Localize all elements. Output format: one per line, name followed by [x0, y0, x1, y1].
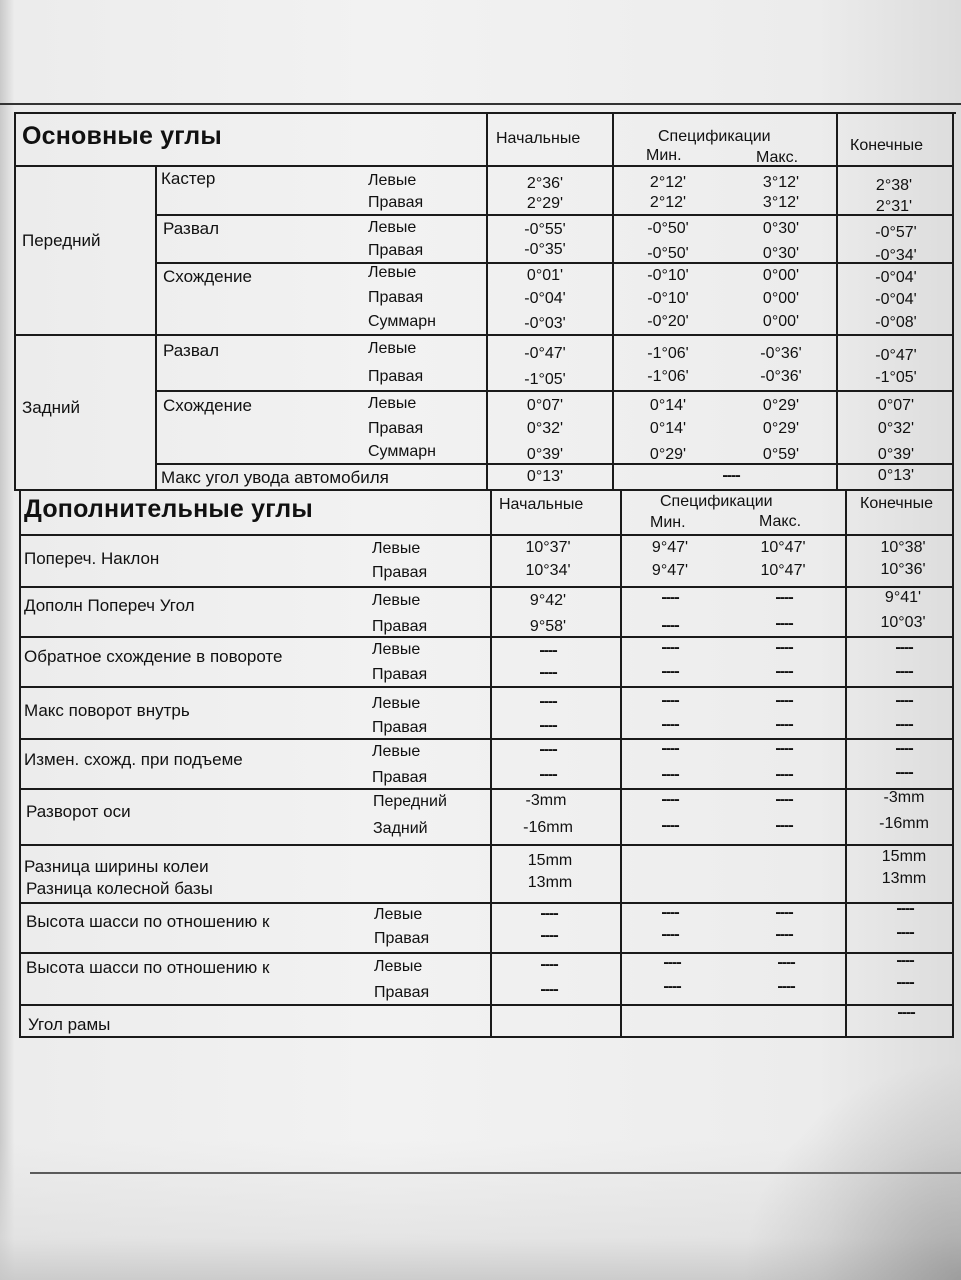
value-initial: 0°13'	[526, 468, 564, 485]
side-left: Левые	[372, 743, 421, 760]
value-min: -1°06'	[647, 368, 689, 385]
value-min: -0°50'	[647, 220, 689, 237]
value-max: 0°00'	[762, 290, 800, 307]
paper-corner-shadow	[741, 1060, 961, 1280]
param-toe-rear: Схождение	[163, 396, 252, 415]
value-max: 0°00'	[762, 313, 800, 330]
value-min: 0°29'	[649, 446, 687, 463]
param-toe-lift: Измен. схожд. при подъеме	[24, 750, 243, 769]
side-left: Левые	[372, 641, 421, 658]
header-min: Мин.	[646, 147, 682, 164]
value-dash: ----	[661, 589, 679, 606]
value-final: -0°34'	[875, 247, 917, 264]
value-max: 3°12'	[762, 194, 800, 211]
col-sep-3	[845, 489, 847, 1038]
col-sep-2	[612, 112, 614, 490]
row-rule	[19, 586, 954, 588]
value-dash: ----	[775, 791, 793, 808]
header-initial: Начальные	[499, 496, 584, 513]
side-left: Левые	[368, 172, 417, 189]
col-sep-3	[836, 112, 838, 490]
header-spec: Спецификации	[658, 128, 771, 145]
value-dash: ----	[540, 981, 558, 998]
table-border-left-extra	[19, 490, 21, 1038]
page-top-rule	[0, 103, 961, 105]
row-rule	[19, 686, 954, 688]
value-dash: ----	[775, 589, 793, 606]
param-ride-height-1: Высота шасси по отношению к	[26, 912, 270, 931]
value-max: 0°29'	[762, 420, 800, 437]
side-rear: Задний	[373, 820, 428, 837]
value-max: 0°30'	[762, 220, 800, 237]
side-left: Левые	[374, 906, 423, 923]
header-spec: Спецификации	[660, 493, 773, 510]
side-left: Левые	[368, 340, 417, 357]
param-caster: Кастер	[161, 169, 216, 188]
value-dash: ----	[661, 766, 679, 783]
value-max: 0°30'	[762, 245, 800, 262]
value-final: 10°03'	[880, 614, 926, 631]
value-dash: ----	[540, 927, 558, 944]
value-initial: 0°39'	[526, 446, 564, 463]
param-toe-front: Схождение	[163, 267, 252, 286]
header-max: Макс.	[759, 513, 802, 530]
side-right: Правая	[372, 769, 428, 786]
value-initial: -0°47'	[524, 345, 566, 362]
section-title-main: Основные углы	[22, 122, 222, 150]
section-title-extra: Дополнительные углы	[24, 495, 313, 523]
value-dash: ----	[895, 716, 913, 733]
value-final: 10°38'	[880, 539, 926, 556]
value-dash: ----	[775, 663, 793, 680]
row-rule	[155, 262, 954, 264]
value-dash: ----	[661, 639, 679, 656]
row-rule	[19, 636, 954, 638]
group-front: Передний	[22, 231, 101, 250]
side-right: Правая	[372, 564, 428, 581]
side-front: Передний	[373, 793, 447, 810]
value-min: 9°47'	[651, 562, 689, 579]
value-dash: ----	[777, 954, 795, 971]
row-rule	[19, 738, 954, 740]
side-left: Левые	[372, 540, 421, 557]
row-rule	[155, 390, 954, 392]
value-max: 3°12'	[762, 174, 800, 191]
value-dash: ----	[540, 956, 558, 973]
value-max: 10°47'	[760, 562, 806, 579]
value-dash: ----	[775, 740, 793, 757]
header-initial: Начальные	[496, 130, 581, 147]
value-max: 10°47'	[760, 539, 806, 556]
param-track-diff: Разница ширины колеи	[24, 857, 209, 876]
value-final: -0°04'	[875, 291, 917, 308]
param-setback: Разворот оси	[26, 802, 131, 821]
col-sep-2	[620, 489, 622, 1038]
value-max: -0°36'	[760, 345, 802, 362]
col-sep-1	[490, 489, 492, 1038]
table-border-right	[952, 112, 954, 1038]
param-toe-out-turn: Обратное схождение в повороте	[24, 647, 283, 666]
value-final: -0°08'	[875, 314, 917, 331]
extra-top-rule	[14, 489, 954, 491]
value-dash: ----	[661, 716, 679, 733]
value-dash: ----	[539, 717, 557, 734]
side-left: Левые	[372, 592, 421, 609]
value-dash: ----	[775, 904, 793, 921]
value-final: 0°13'	[877, 467, 915, 484]
value-max: 0°29'	[762, 397, 800, 414]
value-dash: ----	[540, 905, 558, 922]
value-dash: ----	[775, 716, 793, 733]
value-dash: ----	[895, 692, 913, 709]
value-dash: ----	[539, 766, 557, 783]
param-camber-rear: Развал	[163, 341, 220, 360]
value-dash: ----	[777, 978, 795, 995]
value-dash: ----	[775, 692, 793, 709]
value-dash: ----	[661, 904, 679, 921]
value-initial: 0°32'	[526, 420, 564, 437]
header-final: Конечные	[860, 495, 933, 512]
value-dash: ----	[895, 639, 913, 656]
value-min: -0°10'	[647, 290, 689, 307]
value-initial: 0°01'	[526, 267, 564, 284]
param-thrust-angle: Макс угол увода автомобиля	[161, 468, 389, 487]
side-left: Левые	[374, 958, 423, 975]
side-right: Правая	[372, 719, 428, 736]
value-dash: ----	[663, 954, 681, 971]
value-final: -1°05'	[875, 369, 917, 386]
side-right: Правая	[368, 242, 424, 259]
value-spec-dash: ----	[722, 467, 740, 484]
value-min: 9°47'	[651, 539, 689, 556]
row-rule	[19, 1004, 954, 1006]
value-final: -0°04'	[875, 269, 917, 286]
value-initial: 9°42'	[529, 592, 567, 609]
side-right: Правая	[374, 930, 430, 947]
value-initial: -0°03'	[524, 315, 566, 332]
value-dash: ----	[661, 740, 679, 757]
value-min: 2°12'	[649, 174, 687, 191]
side-right: Правая	[372, 666, 428, 683]
side-total: Суммарн	[368, 443, 437, 460]
value-dash: ----	[775, 817, 793, 834]
value-final: 13mm	[881, 870, 927, 887]
value-dash: ----	[661, 663, 679, 680]
value-dash: ----	[661, 817, 679, 834]
param-frame-angle: Угол рамы	[28, 1015, 111, 1034]
value-dash: ----	[895, 764, 913, 781]
header-max: Макс.	[756, 149, 799, 166]
row-rule	[19, 902, 954, 904]
side-left: Левые	[372, 695, 421, 712]
value-final: 0°39'	[877, 446, 915, 463]
table-border-bottom	[19, 1036, 954, 1038]
value-final: -0°57'	[875, 224, 917, 241]
value-initial: 15mm	[527, 852, 573, 869]
side-right: Правая	[368, 289, 424, 306]
value-initial: 2°29'	[526, 195, 564, 212]
value-final: -16mm	[879, 815, 929, 832]
value-min: 2°12'	[649, 194, 687, 211]
value-initial: 10°37'	[525, 539, 571, 556]
param-sai: Попереч. Наклон	[24, 549, 160, 568]
value-initial: 9°58'	[529, 618, 567, 635]
value-min: -0°50'	[647, 245, 689, 262]
side-left: Левые	[368, 395, 417, 412]
value-min: 0°14'	[649, 420, 687, 437]
value-final: 10°36'	[880, 561, 926, 578]
side-right: Правая	[374, 984, 430, 1001]
value-initial: 13mm	[527, 874, 573, 891]
value-final: 0°32'	[877, 420, 915, 437]
value-max: 0°59'	[762, 446, 800, 463]
table-border-left	[14, 112, 16, 490]
value-min: -1°06'	[647, 345, 689, 362]
header-min: Мин.	[650, 514, 686, 531]
value-dash: ----	[539, 741, 557, 758]
header-final: Конечные	[850, 137, 923, 154]
value-dash: ----	[896, 974, 914, 991]
value-min: -0°20'	[647, 313, 689, 330]
value-initial: 0°07'	[526, 397, 564, 414]
param-included-angle: Дополн Попереч Угол	[24, 596, 195, 615]
param-camber-front: Развал	[163, 219, 220, 238]
group-rear: Задний	[22, 398, 81, 417]
value-dash: ----	[539, 693, 557, 710]
value-final: 2°38'	[875, 177, 913, 194]
value-max: 0°00'	[762, 267, 800, 284]
row-rule	[155, 214, 954, 216]
value-initial: -3mm	[525, 792, 567, 809]
row-rule	[19, 952, 954, 954]
value-initial: -1°05'	[524, 371, 566, 388]
value-dash: ----	[895, 740, 913, 757]
row-rule	[19, 788, 954, 790]
side-left: Левые	[368, 219, 417, 236]
value-initial: -16mm	[523, 819, 573, 836]
value-dash: ----	[663, 978, 681, 995]
side-left: Левые	[368, 264, 417, 281]
side-right: Правая	[372, 618, 428, 635]
value-final: 0°07'	[877, 397, 915, 414]
value-initial: -0°04'	[524, 290, 566, 307]
value-max: -0°36'	[760, 368, 802, 385]
value-dash: ----	[539, 642, 557, 659]
row-rule	[14, 334, 954, 336]
value-initial: 10°34'	[525, 562, 571, 579]
value-dash: ----	[539, 664, 557, 681]
value-final: 2°31'	[875, 198, 913, 215]
value-min: -0°10'	[647, 267, 689, 284]
value-dash: ----	[661, 617, 679, 634]
side-right: Правая	[368, 194, 424, 211]
param-wheelbase-diff: Разница колесной базы	[26, 879, 213, 898]
value-final: -3mm	[883, 789, 925, 806]
value-dash: ----	[775, 615, 793, 632]
value-dash: ----	[896, 924, 914, 941]
value-dash: ----	[775, 926, 793, 943]
value-final: 9°41'	[884, 589, 922, 606]
table-border-top	[14, 112, 956, 114]
value-final: -0°47'	[875, 347, 917, 364]
col-sep-1	[486, 112, 488, 490]
row-rule	[155, 463, 954, 465]
value-final: 15mm	[881, 848, 927, 865]
value-min: 0°14'	[649, 397, 687, 414]
extra-header-rule	[19, 534, 954, 536]
param-ride-height-2: Высота шасси по отношению к	[26, 958, 270, 977]
value-dash: ----	[775, 766, 793, 783]
value-initial: -0°55'	[524, 221, 566, 238]
value-dash: ----	[896, 900, 914, 917]
side-right: Правая	[368, 368, 424, 385]
value-dash: ----	[895, 663, 913, 680]
value-initial: -0°35'	[524, 241, 566, 258]
value-initial: 2°36'	[526, 175, 564, 192]
side-right: Правая	[368, 420, 424, 437]
value-dash: ----	[661, 791, 679, 808]
value-dash: ----	[661, 926, 679, 943]
row-rule	[19, 844, 954, 846]
value-dash: ----	[897, 1004, 915, 1021]
side-total: Суммарн	[368, 313, 437, 330]
param-max-turn: Макс поворот внутрь	[24, 701, 190, 720]
value-dash: ----	[896, 952, 914, 969]
value-dash: ----	[775, 639, 793, 656]
value-dash: ----	[661, 692, 679, 709]
